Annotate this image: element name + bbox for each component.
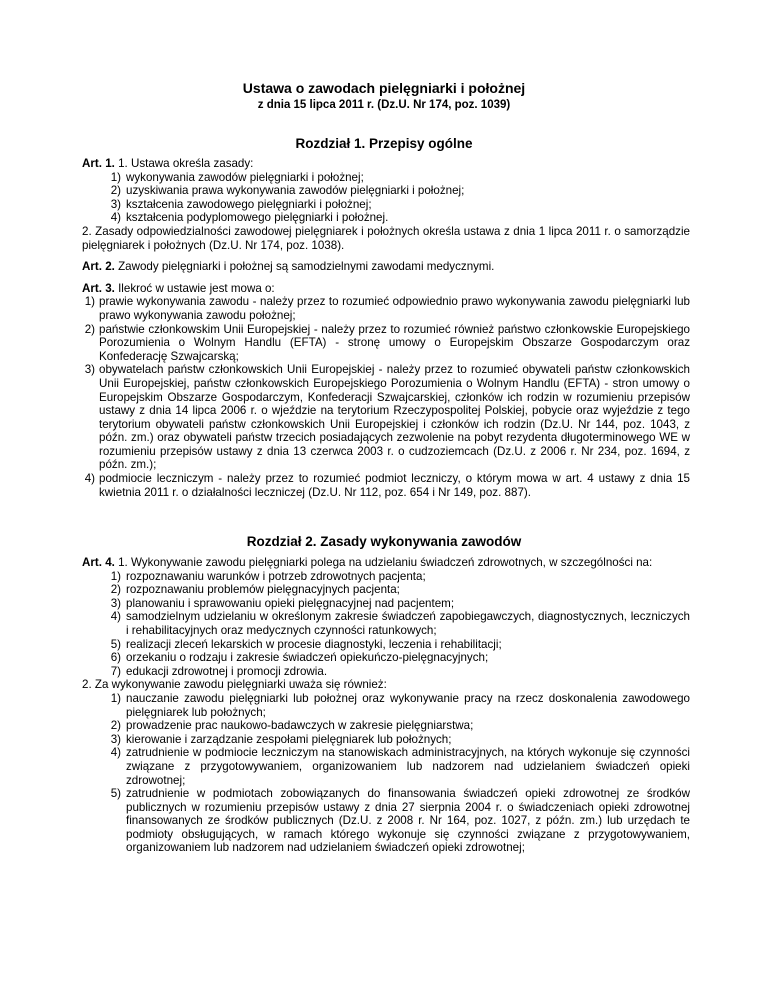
- article-3-number: Art. 3.: [82, 281, 115, 295]
- article-1-number: Art. 1.: [82, 157, 115, 170]
- chapter-1-heading: Rozdział 1. Przepisy ogólne: [295, 136, 473, 151]
- list-item: 1) nauczanie zawodu pielęgniarki lub położnej oraz wykonywanie pracy na rzecz doskonalenia zawodowego pielęgniarek lub położnych;: [110, 691, 690, 719]
- list-item: 1) prawie wykonywania zawodu - należy przez to rozumieć odpowiednio prawo wykonywania zawodu pielęgniarki lub prawo wykonywania zawodu położnej;: [84, 295, 690, 322]
- article-1-paragraph-2: 2. Zasady odpowiedzialności zawodowej pielęgniarek i położnych określa ustawa z dnia 1 lipca 2011 r. o samorządzie pielęgniarek i położnych (Dz.U. Nr 174, poz. 1038).: [82, 224, 690, 252]
- article-4: [82, 556, 690, 855]
- list-item: 4) podmiocie leczniczym - należy przez to rozumieć podmiot leczniczy, o którym mowa w art. 4 ustawy z dnia 15 kwietnia 2011 r. o działalności leczniczej (Dz.U. Nr 112, poz. 654 i Nr 149, poz. 887).: [84, 472, 690, 499]
- article-2-text: Zawody pielęgniarki i położnej są samodzielnymi zawodami medycznymi.: [114, 260, 495, 274]
- document-subtitle: z dnia 15 lipca 2011 r. (Dz.U. Nr 174, poz. 1039): [257, 99, 511, 111]
- article-3-intro: Ilekroć w ustawie jest mowa o:: [114, 281, 275, 295]
- list-item: 7) edukacji zdrowotnej i promocji zdrowia.: [110, 664, 328, 678]
- list-item: 4) zatrudnienie w podmiocie leczniczym na stanowiskach administracyjnych, na których wykonuje się czynności związane z przygotowywaniem, organizowaniem lub nadzorem nad udzielaniem świadczeń opieki zdrowotnej;: [110, 746, 690, 787]
- list-item: 2) uzyskiwania prawa wykonywania zawodów pielęgniarki i położnej;: [110, 184, 465, 198]
- list-item: 3) obywatelach państw członkowskich Unii Europejskiej - należy przez to rozumieć obywateli państw członkowskich Unii Europejskiej, państw członkowskich Europejskiego Porozumienia o Wolnym Handlu (EFTA) - stron umowy o Europejskim Obszarze Gospodarczym, Konfederacji Szwajcarskiej, członków ich rodzin w rozumieniu przepisów ustawy z dnia 14 lipca 2006 r. o wjeździe na terytorium Rzeczypospolitej Polskiej, pobycie oraz wyjeździe z tego terytorium obywateli państw członkowskich Unii Europejskiej i członków ich rodzin (Dz.U. Nr 144, poz. 1043, z późn. zm.) oraz obywateli państw trzecich posiadających zezwolenie na pobyt rezydenta długoterminowego WE w rozumieniu przepisów ustawy z dnia 13 czerwca 2003 r. o cudzoziemcach (Dz.U. z 2006 r. Nr 234, poz. 1694, z późn. zm.);: [84, 363, 690, 472]
- list-item: 4) kształcenia podyplomowego pielęgniarki i położnej.: [110, 211, 389, 225]
- list-item: 6) orzekaniu o rodzaju i zakresie świadczeń opiekuńczo-pielęgnacyjnych;: [110, 651, 489, 665]
- list-item: 1) rozpoznawaniu warunków i potrzeb zdrowotnych pacjenta;: [110, 569, 426, 583]
- list-item: 2) rozpoznawaniu problemów pielęgnacyjnych pacjenta;: [110, 583, 400, 597]
- article-2: [82, 260, 690, 274]
- list-item: 3) planowaniu i sprawowaniu opieki pielęgnacyjnej nad pacjentem;: [110, 596, 455, 610]
- chapter-1-body: [82, 157, 690, 507]
- list-item: 5) realizacji zleceń lekarskich w procesie diagnostyki, leczenia i rehabilitacji;: [110, 637, 502, 651]
- article-4-paragraph-2: 2. Za wykonywanie zawodu pielęgniarki uważa się również:: [82, 678, 387, 692]
- article-3: [82, 282, 690, 500]
- list-item: 2) państwie członkowskim Unii Europejskiej - należy przez to rozumieć również państwo członkowskie Europejskiego Porozumienia o Wolnym Handlu (EFTA) - stronę umowy o Europejskim Obszarze Gospodarczym oraz Konfederację Szwajcarską;: [84, 322, 690, 363]
- list-item: 2) prowadzenie prac naukowo-badawczych w zakresie pielęgniarstwa;: [110, 719, 474, 733]
- article-1-intro: 1. Ustawa określa zasady:: [114, 157, 254, 170]
- article-4-intro: 1. Wykonywanie zawodu pielęgniarki polega na udzielaniu świadczeń zdrowotnych, w szczególności na:: [114, 556, 653, 569]
- list-item: 3) kształcenia zawodowego pielęgniarki i położnej;: [110, 197, 372, 211]
- article-2-number: Art. 2.: [82, 260, 115, 274]
- article-1: [82, 157, 690, 252]
- list-item: 3) kierowanie i zarządzanie zespołami pielęgniarek lub położnych;: [110, 732, 452, 746]
- list-item: 4) samodzielnym udzielaniu w określonym zakresie świadczeń zapobiegawczych, diagnostycznych, leczniczych i rehabilitacyjnych oraz medycznych czynności ratunkowych;: [110, 610, 690, 637]
- list-item: 5) zatrudnienie w podmiotach zobowiązanych do finansowania świadczeń opieki zdrowotnej ze środków publicznych w rozumieniu przepisów ustawy z dnia 27 sierpnia 2004 r. o świadczeniach opieki zdrowotnej finansowanych ze środków publicznych (Dz.U. z 2008 r. Nr 164, poz. 1027, z późn. zm.) lub urzędach te podmioty obsługujących, w ramach którego wykonuje się czynności związane z przygotowywaniem, organizowaniem lub nadzorem nad udzielaniem świadczeń opieki zdrowotnej;: [110, 787, 690, 855]
- article-4-number: Art. 4.: [82, 556, 115, 569]
- chapter-2-heading: Rozdział 2. Zasady wykonywania zawodów: [246, 534, 522, 549]
- list-item: 1) wykonywania zawodów pielęgniarki i położnej;: [110, 170, 364, 184]
- document-title: Ustawa o zawodach pielęgniarki i położnej: [242, 80, 526, 96]
- chapter-2-body: [82, 556, 690, 863]
